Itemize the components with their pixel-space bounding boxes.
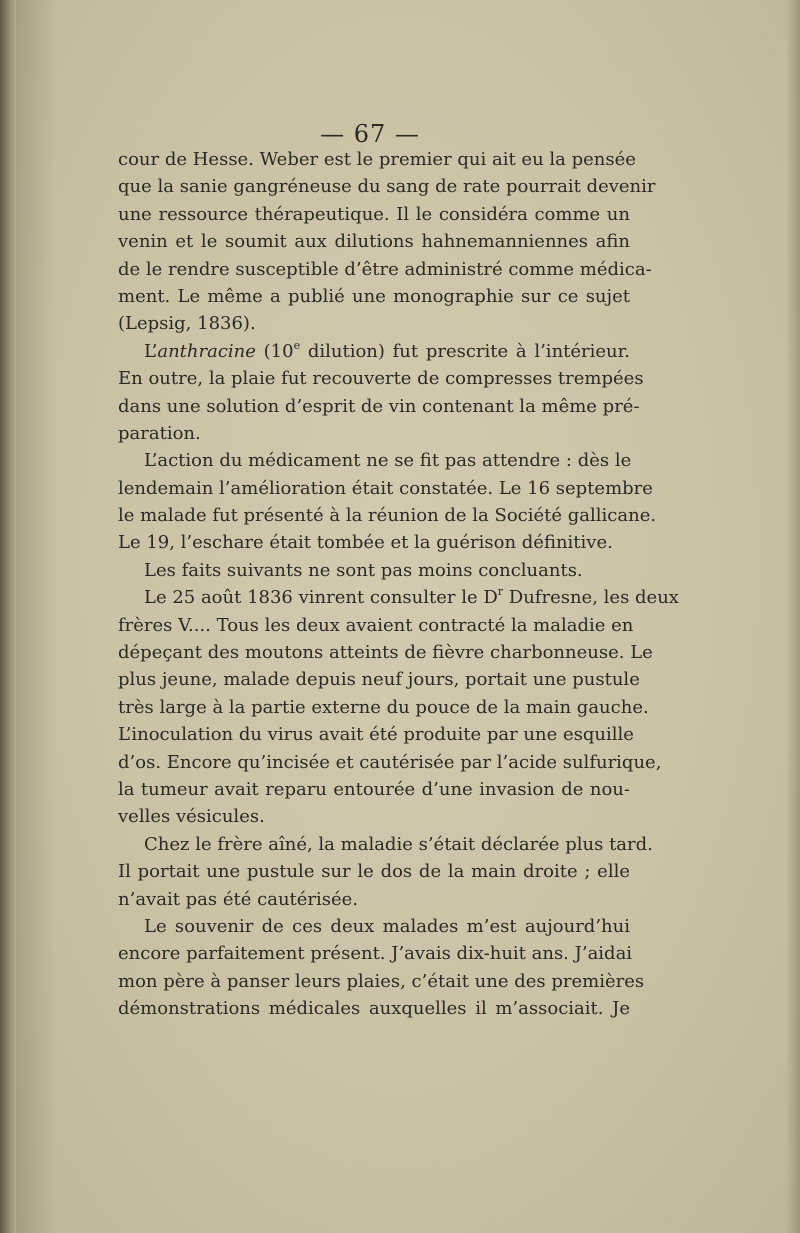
text-line: Le souvenir de ces deux malades m’est aujourd’hui xyxy=(144,915,630,937)
text-line: dépeçant des moutons atteints de fièvre charbonneuse. Le xyxy=(118,642,653,664)
text-line xyxy=(118,338,630,365)
book-binding-edge xyxy=(0,0,16,1233)
text-line: frères V.... Tous les deux avaient contracté la maladie en xyxy=(118,614,634,636)
text-line: Le 19, l’eschare était tombée et la guérison définitive. xyxy=(118,532,613,554)
text-line: L’action du médicament ne se fit pas attendre : dès le xyxy=(144,450,632,472)
text-line: très large à la partie externe du pouce de la main gauche. xyxy=(118,696,649,718)
text-fragment: L’ xyxy=(144,340,158,362)
text-line: encore parfaitement présent. J’avais dix-huit ans. J’aidai xyxy=(118,943,633,965)
text-line: dans une solution d’esprit de vin contenant la même pré- xyxy=(118,395,640,417)
text-line: de le rendre susceptible d’être administré comme médica- xyxy=(118,258,652,280)
text-line: plus jeune, malade depuis neuf jours, portait une pustule xyxy=(118,669,640,691)
superscript: e xyxy=(293,338,301,352)
text-line: L’inoculation du virus avait été produite par une esquille xyxy=(118,724,634,746)
page-right-edge xyxy=(786,0,800,1233)
text-line: cour de Hesse. Weber est le premier qui ait eu la pensée xyxy=(118,149,636,170)
text-line: n’avait pas été cautérisée. xyxy=(118,888,359,910)
text-line: Chez le frère aîné, la maladie s’était déclarée plus tard. xyxy=(144,833,653,855)
page-number: — 67 — xyxy=(320,120,420,148)
italic-term: anthracine xyxy=(157,340,256,362)
text-line: mon père à panser leurs plaies, c’était une des premières xyxy=(118,970,645,992)
body-text xyxy=(118,146,679,1023)
gutter-shadow xyxy=(16,0,56,1233)
text-line: la tumeur avait reparu entourée d’une invasion de nou- xyxy=(118,778,630,800)
superscript: r xyxy=(497,585,504,599)
text-fragment: Dufresne, les deux xyxy=(503,587,679,609)
text-line: que la sanie gangréneuse du sang de rate pourrait devenir xyxy=(118,176,656,198)
text-line xyxy=(118,584,679,611)
text-line: venin et le soumit aux dilutions hahnemanniennes afin xyxy=(118,231,630,253)
text-fragment: Le 25 août 1836 vinrent consulter le D xyxy=(144,587,498,609)
text-line: paration. xyxy=(118,422,201,444)
text-fragment: dilution) fut prescrite à l’intérieur. xyxy=(300,340,630,362)
text-line: Les faits suivants ne sont pas moins concluants. xyxy=(144,559,583,581)
text-line: le malade fut présenté à la réunion de la Société gallicane. xyxy=(118,505,657,527)
text-line: En outre, la plaie fut recouverte de compresses trempées xyxy=(118,368,644,390)
text-line: d’os. Encore qu’incisée et cautérisée par l’acide sulfurique, xyxy=(118,751,662,773)
text-line: Il portait une pustule sur le dos de la main droite ; elle xyxy=(118,861,630,883)
text-line: démonstrations médicales auxquelles il m’associait. Je xyxy=(118,998,630,1020)
text-line: ment. Le même a publié une monographie sur ce sujet xyxy=(118,285,630,307)
text-line: lendemain l’amélioration était constatée. Le 16 septembre xyxy=(118,477,653,499)
text-line: une ressource thérapeutique. Il le considéra comme un xyxy=(118,203,630,225)
text-line: velles vésicules. xyxy=(118,806,265,828)
text-line: (Lepsig, 1836). xyxy=(118,313,256,335)
text-fragment: (10 xyxy=(255,340,294,362)
